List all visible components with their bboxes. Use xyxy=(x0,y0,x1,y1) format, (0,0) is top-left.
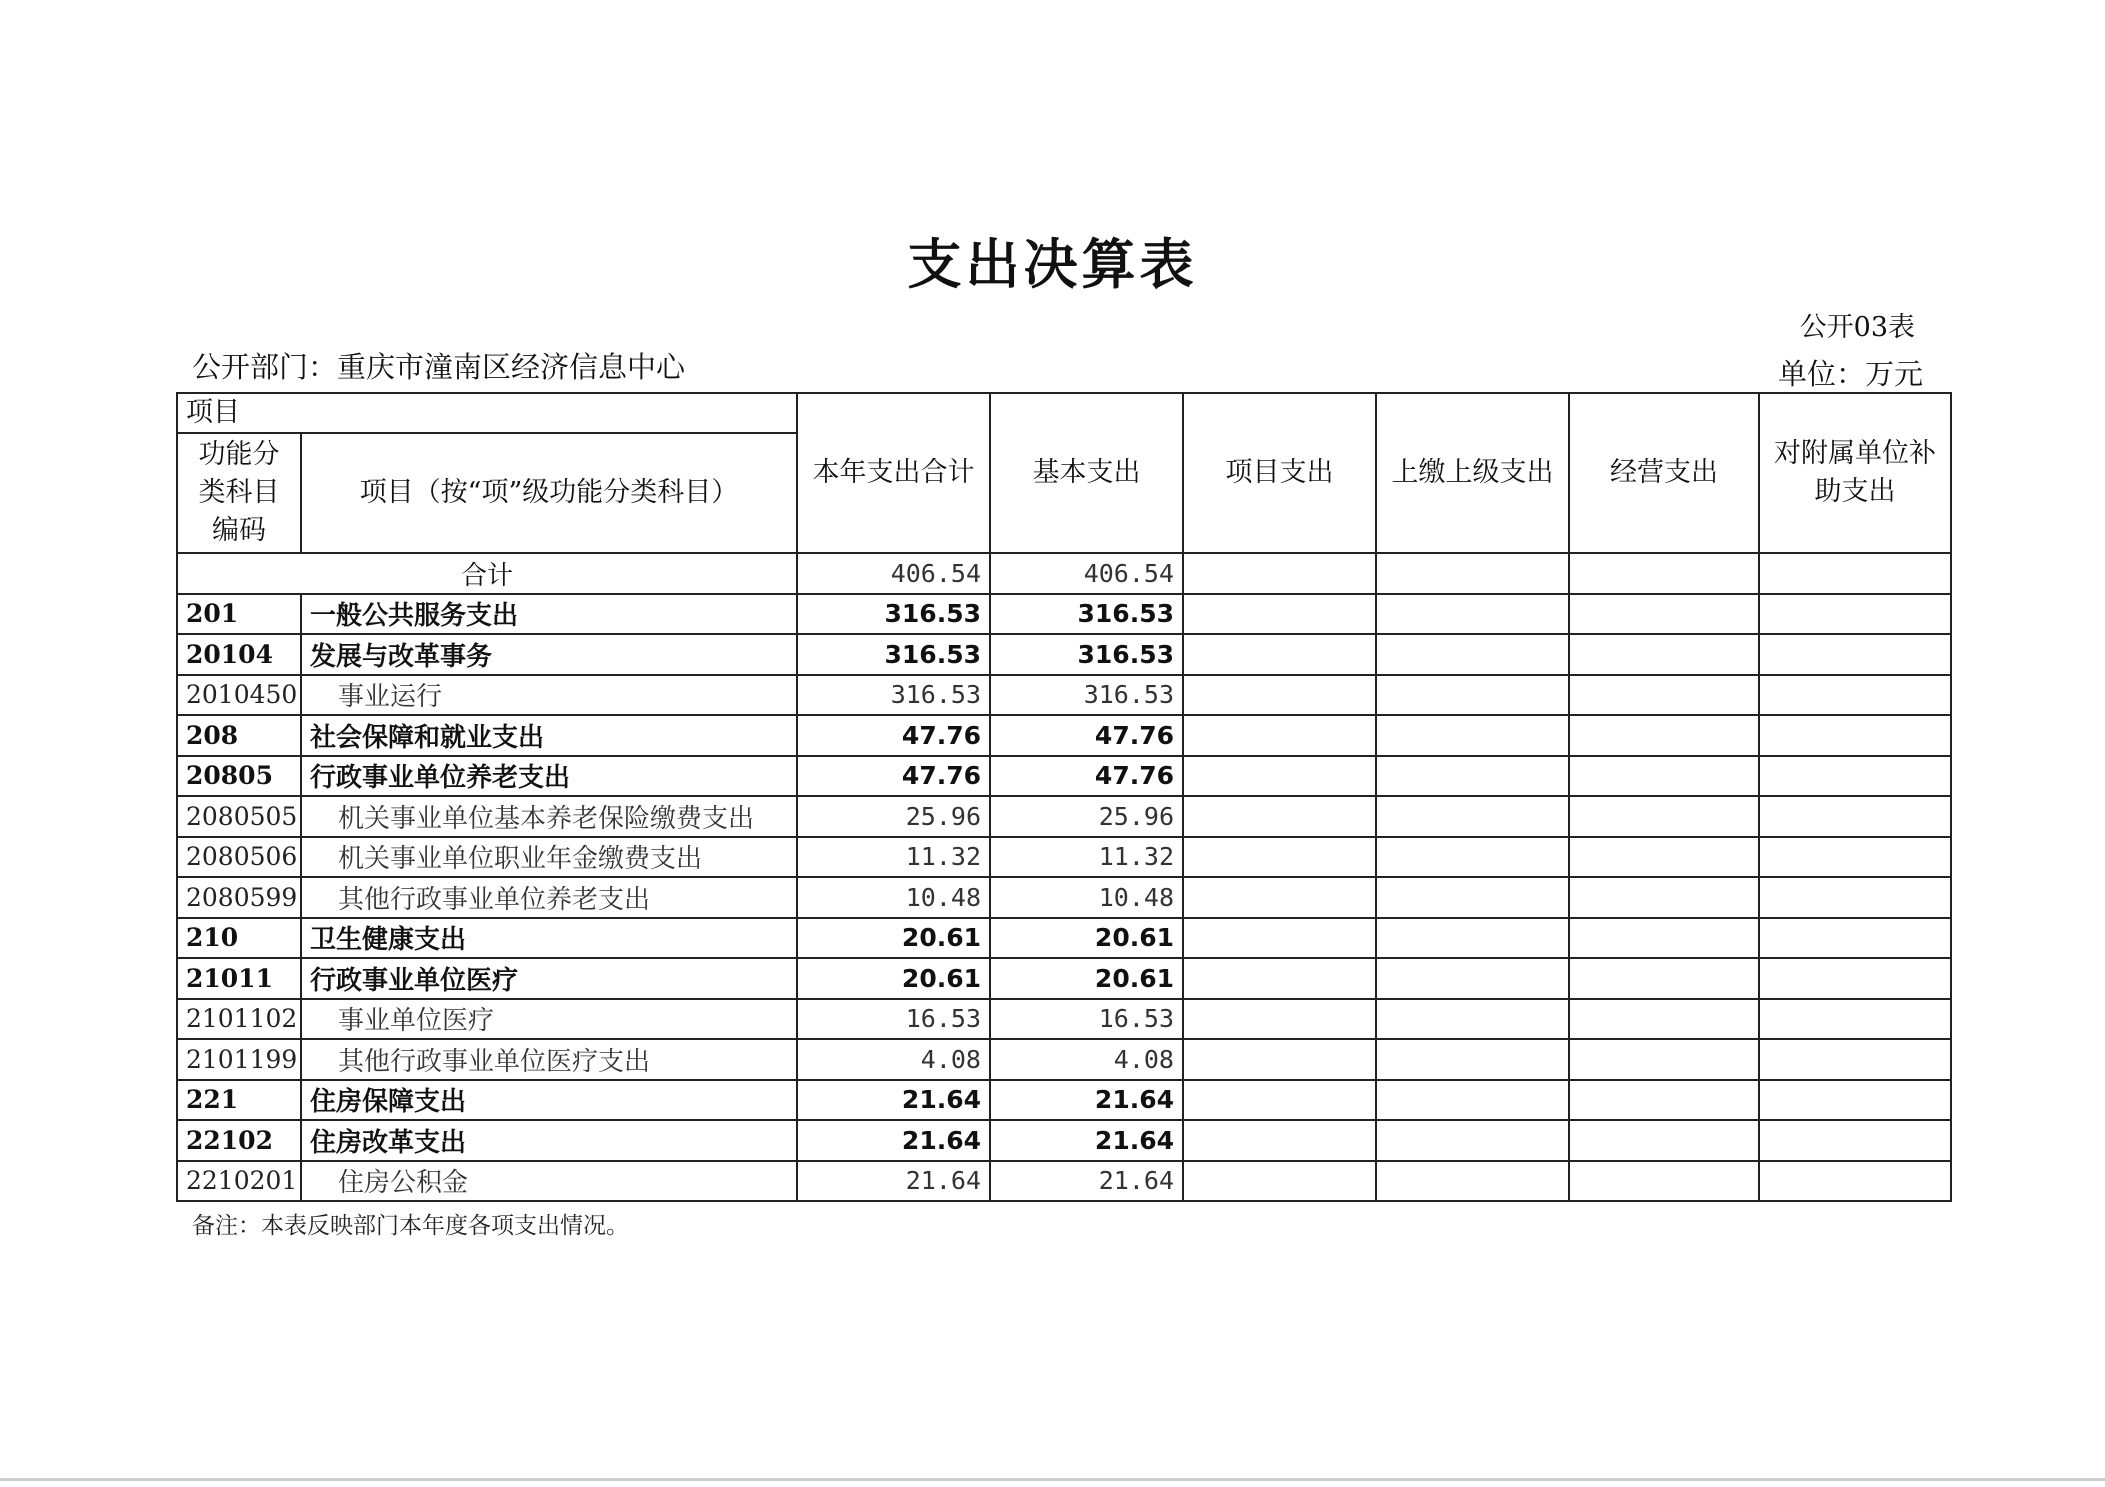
row-subsidy xyxy=(1759,756,1951,797)
row-upper-remit xyxy=(1376,796,1569,837)
row-code: 20104 xyxy=(177,634,301,675)
row-upper-remit xyxy=(1376,756,1569,797)
header-business: 经营支出 xyxy=(1569,393,1759,553)
row-upper-remit xyxy=(1376,958,1569,999)
table-row xyxy=(177,1120,1951,1161)
row-total: 21.64 xyxy=(797,1120,990,1161)
row-upper-remit xyxy=(1376,634,1569,675)
form-number: 公开03表 xyxy=(1799,312,1915,343)
row-project-expense xyxy=(1183,1120,1376,1161)
row-basic: 16.53 xyxy=(990,999,1183,1040)
row-basic: 25.96 xyxy=(990,796,1183,837)
row-total: 21.64 xyxy=(797,1161,990,1202)
table-row xyxy=(177,1161,1951,1202)
row-subsidy xyxy=(1759,796,1951,837)
row-upper-remit xyxy=(1376,1120,1569,1161)
row-subsidy xyxy=(1759,837,1951,878)
row-basic: 21.64 xyxy=(990,1161,1183,1202)
table-row xyxy=(177,918,1951,959)
table-row xyxy=(177,715,1951,756)
row-business xyxy=(1569,1161,1759,1202)
row-business xyxy=(1569,1120,1759,1161)
row-subsidy xyxy=(1759,918,1951,959)
row-basic: 316.53 xyxy=(990,634,1183,675)
row-name: 住房保障支出 xyxy=(301,1080,797,1121)
header-upper-remit: 上缴上级支出 xyxy=(1376,393,1569,553)
row-total: 47.76 xyxy=(797,756,990,797)
row-upper-remit xyxy=(1376,918,1569,959)
row-code: 2101102 xyxy=(177,999,301,1040)
row-code: 21011 xyxy=(177,958,301,999)
row-name: 机关事业单位职业年金缴费支出 xyxy=(301,837,797,878)
row-subsidy xyxy=(1759,1161,1951,1202)
row-code: 2101199 xyxy=(177,1039,301,1080)
row-basic: 10.48 xyxy=(990,877,1183,918)
row-subsidy xyxy=(1759,715,1951,756)
row-subsidy xyxy=(1759,1039,1951,1080)
row-business xyxy=(1569,675,1759,716)
row-business xyxy=(1569,634,1759,675)
row-name: 其他行政事业单位养老支出 xyxy=(301,877,797,918)
row-code: 2080506 xyxy=(177,837,301,878)
row-project-expense xyxy=(1183,1080,1376,1121)
row-name: 行政事业单位医疗 xyxy=(301,958,797,999)
row-code: 2210201 xyxy=(177,1161,301,1202)
row-code: 2080599 xyxy=(177,877,301,918)
total-value: 406.54 xyxy=(797,553,990,594)
row-upper-remit xyxy=(1376,999,1569,1040)
row-basic: 316.53 xyxy=(990,594,1183,635)
row-code: 201 xyxy=(177,594,301,635)
row-upper-remit xyxy=(1376,837,1569,878)
row-project-expense xyxy=(1183,675,1376,716)
row-name: 住房公积金 xyxy=(301,1161,797,1202)
header-project: 项目 xyxy=(177,393,797,433)
row-code: 22102 xyxy=(177,1120,301,1161)
row-project-expense xyxy=(1183,918,1376,959)
row-name: 卫生健康支出 xyxy=(301,918,797,959)
row-basic: 47.76 xyxy=(990,715,1183,756)
row-code: 2080505 xyxy=(177,796,301,837)
table-row xyxy=(177,796,1951,837)
row-upper-remit xyxy=(1376,1039,1569,1080)
header-code: 功能分类科目编码 xyxy=(177,433,301,553)
table-row xyxy=(177,756,1951,797)
row-name: 事业单位医疗 xyxy=(301,999,797,1040)
row-name: 住房改革支出 xyxy=(301,1120,797,1161)
row-business xyxy=(1569,1080,1759,1121)
row-total: 4.08 xyxy=(797,1039,990,1080)
table-row xyxy=(177,877,1951,918)
header-project-expense: 项目支出 xyxy=(1183,393,1376,553)
row-name: 行政事业单位养老支出 xyxy=(301,756,797,797)
row-basic: 47.76 xyxy=(990,756,1183,797)
row-project-expense xyxy=(1183,1039,1376,1080)
row-total: 20.61 xyxy=(797,958,990,999)
header-subsidy: 对附属单位补助支出 xyxy=(1759,393,1951,553)
row-total: 16.53 xyxy=(797,999,990,1040)
row-total: 11.32 xyxy=(797,837,990,878)
department-label: 公开部门：重庆市潼南区经济信息中心 xyxy=(192,350,686,384)
row-subsidy xyxy=(1759,958,1951,999)
row-basic: 4.08 xyxy=(990,1039,1183,1080)
row-project-expense xyxy=(1183,877,1376,918)
row-total: 21.64 xyxy=(797,1080,990,1121)
row-name: 机关事业单位基本养老保险缴费支出 xyxy=(301,796,797,837)
row-subsidy xyxy=(1759,594,1951,635)
table-row xyxy=(177,594,1951,635)
table-row xyxy=(177,675,1951,716)
row-project-expense xyxy=(1183,715,1376,756)
row-project-expense xyxy=(1183,958,1376,999)
row-total: 20.61 xyxy=(797,918,990,959)
total-row xyxy=(177,553,1951,594)
row-project-expense xyxy=(1183,756,1376,797)
row-code: 208 xyxy=(177,715,301,756)
row-upper-remit xyxy=(1376,675,1569,716)
row-business xyxy=(1569,958,1759,999)
table-row xyxy=(177,634,1951,675)
table-row xyxy=(177,958,1951,999)
row-subsidy xyxy=(1759,877,1951,918)
header-name: 项目（按“项”级功能分类科目） xyxy=(301,433,797,553)
row-business xyxy=(1569,796,1759,837)
row-basic: 20.61 xyxy=(990,958,1183,999)
row-subsidy xyxy=(1759,675,1951,716)
row-business xyxy=(1569,918,1759,959)
row-subsidy xyxy=(1759,999,1951,1040)
footnote: 备注：本表反映部门本年度各项支出情况。 xyxy=(192,1213,629,1239)
row-total: 316.53 xyxy=(797,594,990,635)
row-subsidy xyxy=(1759,1120,1951,1161)
row-upper-remit xyxy=(1376,1161,1569,1202)
row-name: 社会保障和就业支出 xyxy=(301,715,797,756)
row-name: 发展与改革事务 xyxy=(301,634,797,675)
row-upper-remit xyxy=(1376,715,1569,756)
row-name: 其他行政事业单位医疗支出 xyxy=(301,1039,797,1080)
row-business xyxy=(1569,837,1759,878)
expenditure-table xyxy=(176,392,1952,1202)
page-edge xyxy=(0,1478,2105,1481)
row-total: 316.53 xyxy=(797,675,990,716)
row-project-expense xyxy=(1183,634,1376,675)
row-basic: 11.32 xyxy=(990,837,1183,878)
header-total: 本年支出合计 xyxy=(797,393,990,553)
row-project-expense xyxy=(1183,837,1376,878)
row-code: 20805 xyxy=(177,756,301,797)
row-basic: 21.64 xyxy=(990,1120,1183,1161)
row-code: 210 xyxy=(177,918,301,959)
total-basic-value: 406.54 xyxy=(990,553,1183,594)
row-business xyxy=(1569,877,1759,918)
table-row xyxy=(177,837,1951,878)
row-code: 221 xyxy=(177,1080,301,1121)
row-basic: 21.64 xyxy=(990,1080,1183,1121)
row-project-expense xyxy=(1183,594,1376,635)
row-basic: 20.61 xyxy=(990,918,1183,959)
row-business xyxy=(1569,715,1759,756)
row-project-expense xyxy=(1183,999,1376,1040)
total-label: 合计 xyxy=(177,553,797,594)
row-name: 事业运行 xyxy=(301,675,797,716)
unit-label: 单位：万元 xyxy=(1777,357,1923,391)
row-business xyxy=(1569,756,1759,797)
row-upper-remit xyxy=(1376,594,1569,635)
row-subsidy xyxy=(1759,1080,1951,1121)
row-basic: 316.53 xyxy=(990,675,1183,716)
row-name: 一般公共服务支出 xyxy=(301,594,797,635)
row-business xyxy=(1569,999,1759,1040)
row-subsidy xyxy=(1759,634,1951,675)
row-total: 25.96 xyxy=(797,796,990,837)
header-basic: 基本支出 xyxy=(990,393,1183,553)
row-upper-remit xyxy=(1376,1080,1569,1121)
row-project-expense xyxy=(1183,796,1376,837)
table-row xyxy=(177,1039,1951,1080)
row-business xyxy=(1569,1039,1759,1080)
row-project-expense xyxy=(1183,1161,1376,1202)
row-upper-remit xyxy=(1376,877,1569,918)
table-row xyxy=(177,1080,1951,1121)
row-total: 10.48 xyxy=(797,877,990,918)
table-row xyxy=(177,999,1951,1040)
row-total: 47.76 xyxy=(797,715,990,756)
page-title: 支出决算表 xyxy=(907,232,1198,296)
row-total: 316.53 xyxy=(797,634,990,675)
row-business xyxy=(1569,594,1759,635)
row-code: 2010450 xyxy=(177,675,301,716)
